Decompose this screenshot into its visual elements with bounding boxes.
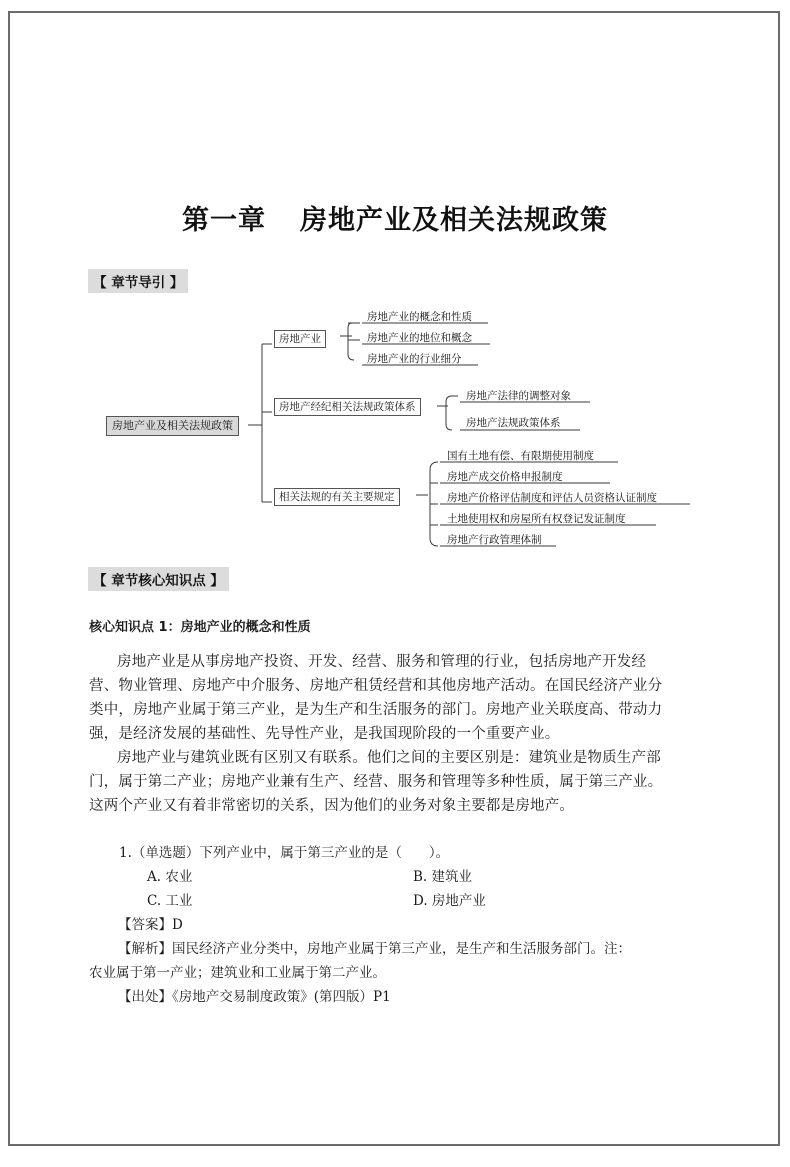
paragraph-line: 房地产业是从事房地产投资、开发、经营、服务和管理的行业，包括房地产开发经: [117, 654, 647, 670]
question-option-a: A. 农业: [147, 869, 193, 885]
question-source: 【出处】《房地产交易制度政策》(第四版）P1: [118, 989, 391, 1005]
mindmap-root: 房地产业及相关法规政策: [106, 416, 239, 436]
question-analysis-line: 农业属于第一产业；建筑业和工业属于第二产业。: [89, 965, 386, 981]
mindmap-leaf: 房地产价格评估制度和评估人员资格认证制度: [447, 492, 657, 504]
question-analysis-line: 【解析】国民经济产业分类中，房地产业属于第三产业，是生产和生活服务部门。注：: [118, 941, 631, 957]
mindmap-leaf: 房地产法规政策体系: [466, 417, 561, 429]
mindmap-leaf: 房地产行政管理体制: [447, 534, 542, 546]
section-core-tag: 【 章节核心知识点 】: [88, 567, 229, 591]
mindmap-leaf: 国有土地有偿、有限期使用制度: [447, 450, 594, 462]
mindmap-leaf: 房地产业的地位和概念: [367, 332, 472, 344]
question-answer: 【答案】D: [118, 917, 183, 933]
mindmap-branch-2: 房地产经纪相关法规政策体系: [274, 398, 421, 416]
paragraph-line: 强，是经济发展的基础性、先导性产业，是我国现阶段的一个重要产业。: [89, 726, 560, 742]
mindmap-branch-3: 相关法规的有关主要规定: [274, 488, 400, 506]
paragraph-line: 这两个产业又有着非常密切的关系，因为他们的业务对象主要都是房地产。: [89, 798, 575, 814]
paragraph-line: 门，属于第二产业；房地产业兼有生产、经营、服务和管理等多种性质，属于第三产业。: [89, 774, 663, 790]
mindmap-leaf: 房地产法律的调整对象: [466, 390, 571, 402]
knowledge-point-title: 核心知识点 1：房地产业的概念和性质: [89, 620, 311, 635]
mindmap-leaf: 土地使用权和房屋所有权登记发证制度: [447, 513, 626, 525]
question-option-b: B. 建筑业: [413, 869, 473, 885]
section-guide-tag: 【 章节导引 】: [88, 269, 188, 293]
paragraph-line: 房地产业与建筑业既有区别又有联系。他们之间的主要区别是：建筑业是物质生产部: [117, 750, 661, 766]
chapter-number: 第一章: [182, 205, 266, 236]
question-option-d: D. 房地产业: [413, 893, 486, 909]
paragraph-line: 类中，房地产业属于第三产业，是为生产和生活服务的部门。房地产业关联度高、带动力: [89, 702, 663, 718]
mindmap-connectors: [0, 0, 790, 560]
mindmap-leaf: 房地产业的行业细分: [367, 353, 462, 365]
mindmap-leaf: 房地产业的概念和性质: [367, 311, 472, 323]
question-stem: 1.（单选题）下列产业中，属于第三产业的是（ ）。: [119, 845, 450, 861]
question-option-c: C. 工业: [147, 893, 193, 909]
paragraph-line: 营、物业管理、房地产中介服务、房地产租赁经营和其他房地产活动。在国民经济产业分: [89, 678, 663, 694]
chapter-name: 房地产业及相关法规政策: [300, 205, 608, 236]
mindmap-leaf: 房地产成交价格申报制度: [447, 471, 563, 483]
mindmap-branch-1: 房地产业: [274, 330, 326, 348]
